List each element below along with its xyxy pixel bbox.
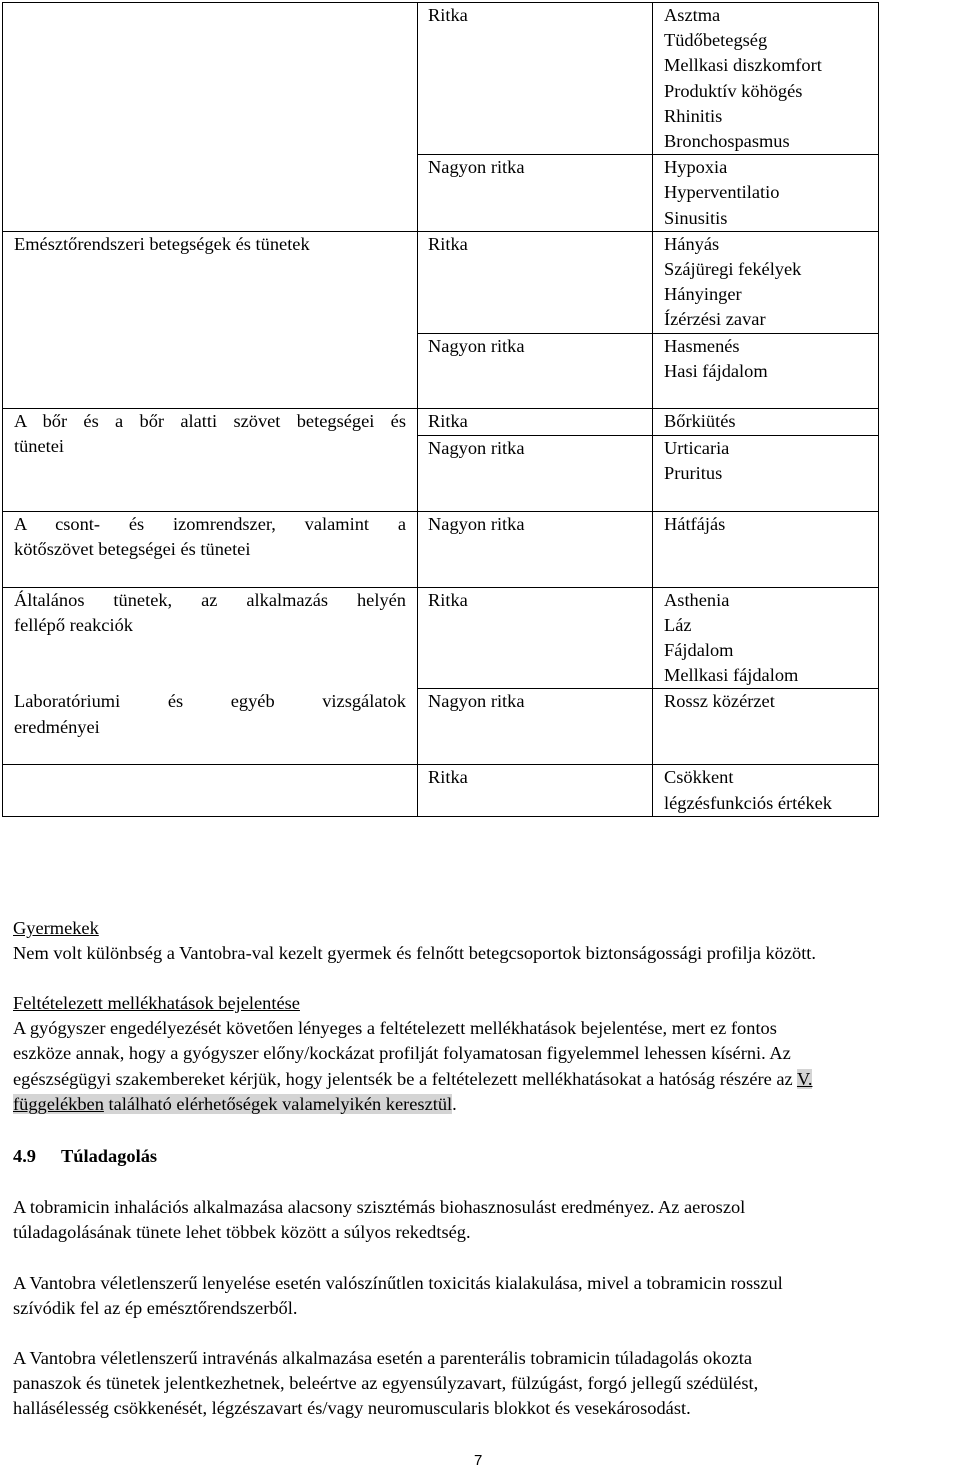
appendix-link[interactable]: V. [796, 1068, 813, 1089]
frequency-cell: Nagyon ritka [418, 689, 653, 765]
paragraph-line: A Vantobra véletlenszerű lenyelése esetén valószínűtlen toxicitás kialakulása, mivel a tobramicin rosszul [13, 1273, 783, 1293]
reporting-line: A gyógyszer engedélyezését követően lényeges a feltételezett mellékhatások bejelentése, mert ez fontos [13, 1018, 777, 1039]
section-title: Túladagolás [61, 1146, 158, 1166]
reporting-line: eszköze annak, hogy a gyógyszer előny/kockázat profilját folyamatosan figyelemmel lehessen kísérni. Az [13, 1043, 791, 1064]
table-row [3, 408, 879, 435]
terms-cell: Urticaria Pruritus [653, 435, 879, 511]
reporting-line-text: egészségügyi szakembereket kérjük, hogy jelentsék be a feltételezett mellékhatásokat a hatóság részére az [13, 1068, 793, 1089]
reporting-line [13, 1092, 958, 1117]
frequency-cell: Nagyon ritka [418, 333, 653, 408]
terms-cell: Hasmenés Hasi fájdalom [653, 333, 879, 408]
frequency-cell: Nagyon ritka [418, 155, 653, 232]
soc-cell: A csont- és izomrendszer, valamint a kötőszövet betegségei és tünetei [3, 511, 418, 587]
soc-cell: Laboratóriumi és egyéb vizsgálatok eredményei [3, 765, 418, 816]
terms-cell: Asthenia Láz Fájdalom Mellkasi fájdalom [653, 587, 879, 689]
soc-cell: A bőr és a bőr alatti szövet betegségei és tünetei [3, 408, 418, 511]
paragraph-line: A Vantobra véletlenszerű intravénás alkalmazása esetén a parenterális tobramicin túladagolás okozta [13, 1348, 753, 1368]
terms-cell: Asztma Tüdőbetegség Mellkasi diszkomfort Produktív köhögés Rhinitis Bronchospasmus [653, 3, 879, 155]
terms-cell: Hátfájás [653, 511, 879, 587]
table-row [3, 3, 879, 155]
terms-cell: Hányás Szájüregi fekélyek Hányinger Ízérzési zavar [653, 231, 879, 333]
terms-cell: Csökkent légzésfunkciós értékek [653, 765, 879, 816]
frequency-cell: Ritka [418, 765, 653, 816]
terms-cell: Rossz közérzet [653, 689, 879, 765]
reporting-line [13, 1067, 958, 1092]
soc-cell: Emésztőrendszeri betegségek és tünetek [3, 231, 418, 408]
frequency-cell: Nagyon ritka [418, 435, 653, 511]
reporting-period: . [452, 1093, 457, 1114]
paragraph-line: A tobramicin inhalációs alkalmazása alacsony szisztémás biohasznosulást eredményez. Az aeroszol [13, 1197, 746, 1217]
children-heading: Gyermekek [13, 918, 99, 938]
reporting-heading: Feltételezett mellékhatások bejelentése [13, 993, 300, 1013]
page-number: 7 [474, 1452, 483, 1469]
adverse-reactions-table [2, 2, 879, 817]
overdose-heading [13, 1144, 958, 1169]
children-section [13, 916, 958, 966]
children-text: Nem volt különbség a Vantobra-val kezelt gyermek és felnőtt betegcsoportok biztonságossági profilja között. [13, 943, 817, 964]
paragraph-line: hallásélesség csökkenését, légzészavart és/vagy neuromuscularis blokkot és vesekárosodást. [13, 1398, 691, 1419]
reporting-section [13, 991, 958, 1117]
overdose-paragraph [13, 1271, 958, 1321]
paragraph-line: szívódik fel az ép emésztőrendszerből. [13, 1298, 298, 1319]
frequency-cell: Ritka [418, 587, 653, 689]
overdose-paragraph [13, 1346, 958, 1422]
paragraph-line: túladagolásának tünete lehet többek között a súlyos rekedtség. [13, 1222, 471, 1243]
frequency-cell: Ritka [418, 231, 653, 333]
table-row [3, 587, 879, 689]
table-row [3, 511, 879, 587]
table-row [3, 765, 879, 816]
frequency-cell: Nagyon ritka [418, 511, 653, 587]
table-row [3, 231, 879, 333]
reporting-tail: található elérhetőségek valamelyikén keresztül [103, 1093, 453, 1114]
terms-cell: Hypoxia Hyperventilatio Sinusitis [653, 155, 879, 232]
overdose-paragraph [13, 1195, 958, 1245]
terms-cell: Bőrkiütés [653, 408, 879, 435]
soc-cell [3, 3, 418, 232]
frequency-cell: Ritka [418, 408, 653, 435]
paragraph-line: panaszok és tünetek jelentkezhetnek, beleértve az egyensúlyzavart, fülzúgást, forgó jellegű szédülést, [13, 1373, 759, 1394]
section-number: 4.9 [13, 1146, 36, 1166]
appendix-link-cont[interactable]: függelékben [13, 1093, 104, 1114]
frequency-cell: Ritka [418, 3, 653, 155]
soc-cell: Általános tünetek, az alkalmazás helyén fellépő reakciók [3, 587, 418, 765]
